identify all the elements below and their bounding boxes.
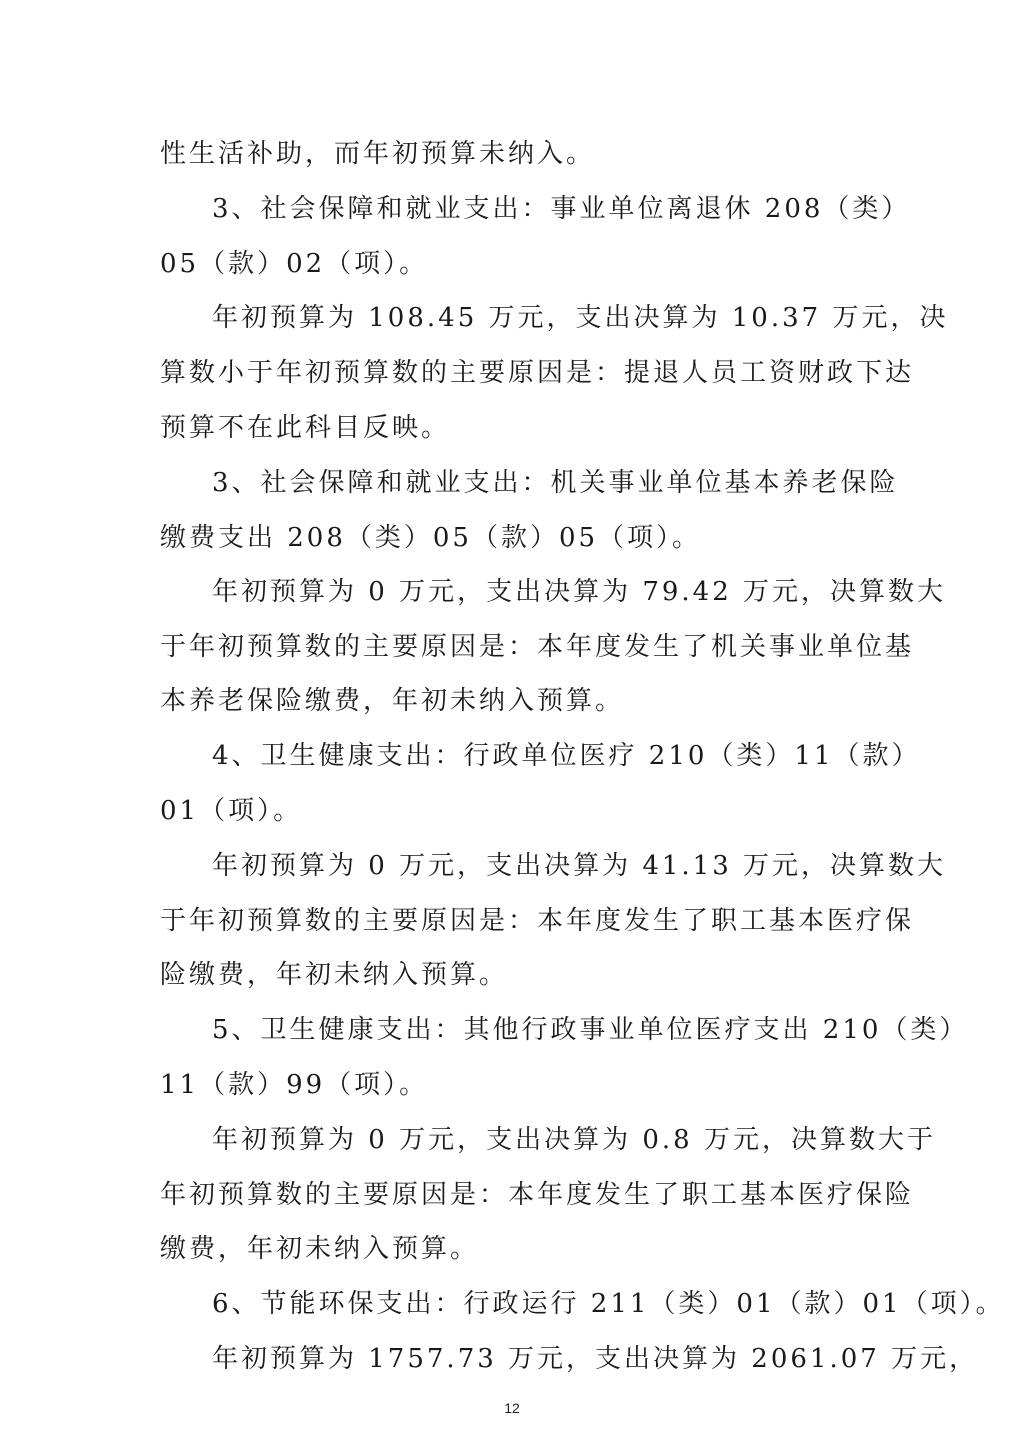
page-number: 12 xyxy=(504,1400,520,1416)
paragraph-line: 算数小于年初预算数的主要原因是：提退人员工资财政下达 xyxy=(160,358,915,388)
section-heading: 6、节能环保支出：行政运行 211（类）01（款）01（项）。 xyxy=(212,1289,1005,1319)
text-line: 05（款）02（项）。 xyxy=(160,249,429,279)
text-line: 性生活补助，而年初预算未纳入。 xyxy=(160,139,596,169)
paragraph-line: 年初预算为 0 万元，支出决算为 41.13 万元，决算数大 xyxy=(212,851,947,881)
paragraph-line: 年初预算数的主要原因是：本年度发生了职工基本医疗保险 xyxy=(160,1180,915,1210)
paragraph-line: 险缴费，年初未纳入预算。 xyxy=(160,960,509,990)
paragraph-line: 于年初预算数的主要原因是：本年度发生了机关事业单位基 xyxy=(160,632,915,662)
text-line: 缴费支出 208（类）05（款）05（项）。 xyxy=(160,523,702,553)
section-heading: 3、社会保障和就业支出：事业单位离退休 208（类） xyxy=(212,194,911,224)
paragraph-line: 年初预算为 0 万元，支出决算为 79.42 万元，决算数大 xyxy=(212,577,947,607)
section-heading: 4、卫生健康支出：行政单位医疗 210（类）11（款） xyxy=(212,741,921,771)
text-line: 11（款）99（项）。 xyxy=(160,1070,429,1100)
text-line: 01（项）。 xyxy=(160,796,303,826)
paragraph-line: 年初预算为 0 万元，支出决算为 0.8 万元，决算数大于 xyxy=(212,1125,936,1155)
paragraph-line: 预算不在此科目反映。 xyxy=(160,413,451,443)
paragraph-line: 于年初预算数的主要原因是：本年度发生了职工基本医疗保 xyxy=(160,906,915,936)
section-heading: 5、卫生健康支出：其他行政事业单位医疗支出 210（类） xyxy=(212,1015,969,1045)
section-heading: 3、社会保障和就业支出：机关事业单位基本养老保险 xyxy=(212,468,899,498)
paragraph-line: 本养老保险缴费，年初未纳入预算。 xyxy=(160,686,625,716)
paragraph-line: 年初预算为 108.45 万元，支出决算为 10.37 万元，决 xyxy=(212,303,949,333)
paragraph-line: 年初预算为 1757.73 万元，支出决算为 2061.07 万元， xyxy=(212,1344,979,1374)
paragraph-line: 缴费，年初未纳入预算。 xyxy=(160,1234,480,1264)
